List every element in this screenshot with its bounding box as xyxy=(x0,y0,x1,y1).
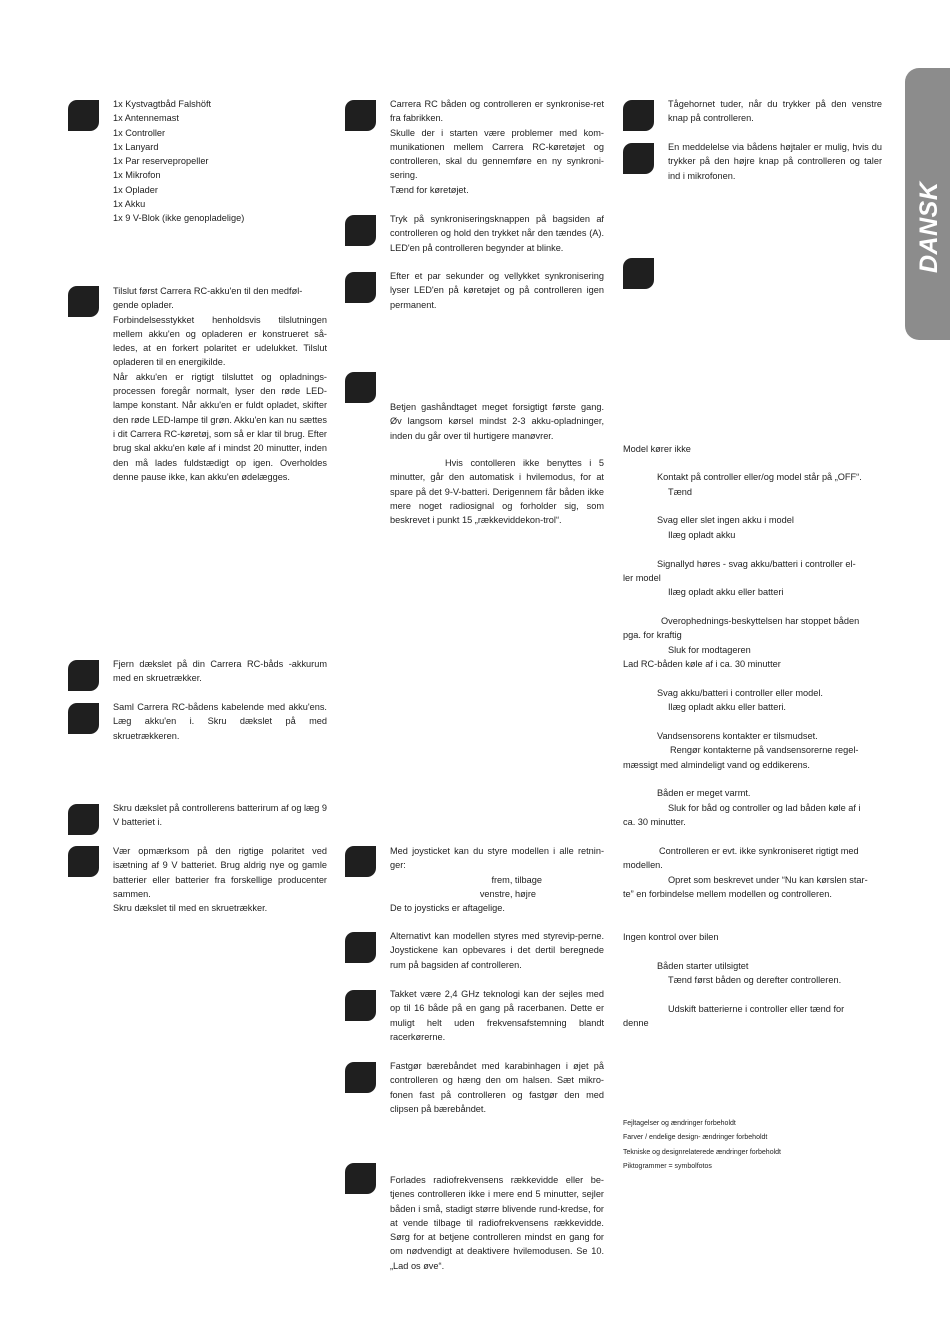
solution-6: Rengør kontakterne på vandsensorerne regel- xyxy=(670,745,859,755)
step-marker xyxy=(345,215,376,246)
throttle-text: Betjen gashåndtaget meget forsigtigt første gang. Øv langsom kørsel mindst 2-3 akku-opladninger, inden du går over til hurtigere manøvrer. xyxy=(390,402,604,441)
problem-8-cont: modellen. xyxy=(623,860,663,870)
step-marker xyxy=(68,846,99,877)
step-marker xyxy=(68,804,99,835)
disclaimer-line-2: Farver / endelige design- ændringer forbeholdt xyxy=(623,1134,768,1141)
problem-6: Vandsensorens kontakter er tilsmudset. xyxy=(657,731,818,741)
step-marker xyxy=(345,272,376,303)
solution-7-cont: ca. 30 minutter. xyxy=(623,817,686,827)
problem-1: Kontakt på controller eller/og model står på „OFF“. xyxy=(657,472,862,482)
control-solution-2: Udskift batterierne i controller eller tænd for xyxy=(668,1004,845,1014)
solution-6-cont: mæssigt med almindeligt vand og eddikerens. xyxy=(623,760,810,770)
step-marker xyxy=(68,703,99,734)
solution-4-cont: Lad RC-båden køle af i ca. 30 minutter xyxy=(623,659,781,669)
step-marker xyxy=(623,258,654,289)
joystick-directions-2: venstre, højre xyxy=(479,889,536,899)
package-contents: 1x Kystvagtbåd Falshöft 1x Antennemast 1x Controller 1x Lanyard 1x Par reservepropeller 1x Mikrofon 1x Oplader 1x Akku 1x 9 V-Blok (ikke genopladelige) xyxy=(113,99,245,224)
solution-5: Ilæg opladt akku eller batteri. xyxy=(668,702,786,712)
solution-8-cont: te” en forbindelse mellem modellen og controlleren. xyxy=(623,889,832,899)
charging-instructions: Tilslut først Carrera RC-akku'en til den medføl- gende oplader. Forbindelsesstykket henholdsvis tilslutningen mellem akku'en og opladeren er konstrueret så-ledes, at en forkert polaritet er udelukket. Tilslut opladeren til en energikilde. Når akku'en er rigtigt tilsluttet og opladnings-processen foregår normalt, lyser den røde LED-lampe konstant. Når akku'en er fuldt opladet, skifter den røde LED-lampe til grøn. Akku'en kan nu sættes i dit Carrera RC-køretøj, som så er klar til brug. Efter brug skal akku'en køle af i mindst 20 minutter, inden den må lades fuldstædigt op igen. Overholdes denne pause ikke, kan akku'en ødelægges. xyxy=(113,286,327,482)
polarity-warning: Vær opmærksom på den rigtige polaritet ved isætning af 9 V batteriet. Brug aldrig nye og gamle batterier eller batterier fra forskellige producenter sammen. Skru dækslet til med en skruetrækker. xyxy=(113,846,327,914)
step-marker xyxy=(623,143,654,174)
solution-7: Sluk for båd og controller og lad båden køle af i xyxy=(668,803,861,813)
disclaimer-line-3: Tekniske og designrelaterede ændringer forbeholdt xyxy=(623,1149,781,1156)
problem-4-cont: pga. for kraftig xyxy=(623,630,682,640)
range-text: Forlades radiofrekvensens rækkevidde eller be-tjenes controlleren ikke i mere end 5 minutter, sejler båden i små, stadigt større blivende rund-kredse, for at vende tilbage til radiofrekvensens rækkevidde. Sørg for at betjene controlleren mindst en gang for om nødvendigt at deaktivere hvilemodusen. Se 10. „Lad os øve“. xyxy=(390,1175,604,1271)
step-marker xyxy=(68,286,99,317)
control-solution-1: Tænd først båden og derefter controlleren. xyxy=(668,975,842,985)
problem-3-cont: ler model xyxy=(623,573,661,583)
solution-8: Opret som beskrevet under “Nu kan kørslen star- xyxy=(668,875,868,885)
sleep-mode-text: Hvis contolleren ikke benyttes i 5 minutter, går den automatisk i hvilemodus, for at spare på det 9-V-batteri. Derigennem får båden ikke mere noget radiosignal og forholder sig, som beskrevet i punkt 15 „rækkeviddekon-trol“. xyxy=(390,458,604,526)
problem-5: Svag akku/batteri i controller eller model. xyxy=(657,688,823,698)
control-problem-1: Båden starter utilsigtet xyxy=(657,961,749,971)
horn-text: Tågehornet tuder, når du trykker på den venstre knap på controlleren. xyxy=(668,99,882,124)
solution-1: Tænd xyxy=(668,487,693,497)
step-marker xyxy=(345,846,376,877)
joystick-alt-text: Alternativt kan modellen styres med styrevip-perne. Joystickene kan opbevares i det dertil beregnede rum på bagsiden af controlleren. xyxy=(390,931,604,970)
joystick-detach-text: De to joysticks er aftagelige. xyxy=(390,903,505,913)
control-solution-2-cont: denne xyxy=(623,1018,649,1028)
problem-3: Signallyd høres - svag akku/batteri i controller el- xyxy=(657,559,856,569)
step-marker xyxy=(345,372,376,403)
step-marker xyxy=(68,660,99,691)
speaker-text: En meddelelse via bådens højtaler er mulig, hvis du trykker på den højre knap på controlleren og taler ind i mikrofonen. xyxy=(668,142,882,181)
step-marker xyxy=(345,990,376,1021)
battery-cover-text: Skru dækslet på controllerens batterirum af og læg 9 V batteriet i. xyxy=(113,803,327,828)
joystick-directions-1: frem, tilbage xyxy=(491,875,542,885)
step-marker xyxy=(345,100,376,131)
problem-8: Controlleren er evt. ikke synkroniseret rigtigt med xyxy=(659,846,859,856)
disclaimer-line-4: Piktogrammer = symbolfotos xyxy=(623,1163,712,1170)
solution-4: Sluk for modtageren xyxy=(668,645,751,655)
step-marker xyxy=(68,100,99,131)
control-heading: Ingen kontrol over bilen xyxy=(623,932,719,942)
sync-done-text: Efter et par sekunder og vellykket synkronisering lyser LED'en på køretøjet og på controlleren igen permanent. xyxy=(390,271,604,310)
remove-cover-text: Fjern dækslet på din Carrera RC-båds -akkurum med en skruetrækker. xyxy=(113,659,327,684)
language-tab-label: DANSK xyxy=(915,181,943,273)
troubleshooting-heading: Model kører ikke xyxy=(623,444,691,454)
step-marker xyxy=(345,1062,376,1093)
ghz-text: Takket være 2,4 GHz teknologi kan der sejles med op til 16 både på en gang på racerbanen. Dette er muligt helt uden frekvensafstemning blandt racerkørerne. xyxy=(390,989,604,1042)
problem-7: Båden er meget varmt. xyxy=(657,788,751,798)
language-tab xyxy=(905,68,950,340)
sync-button-text: Tryk på synkroniseringsknappen på bagsiden af controlleren og hold den trykket når den tændes (A). LED'en på controlleren begynder at blinke. xyxy=(390,214,604,253)
step-marker xyxy=(345,1163,376,1194)
step-marker xyxy=(345,932,376,963)
problem-2: Svag eller slet ingen akku i model xyxy=(657,515,794,525)
step-marker xyxy=(623,100,654,131)
sync-intro: Carrera RC båden og controlleren er synkronise-ret fra fabrikken. Skulle der i starten være problemer med kom-munikationen mellem Carrera RC-køretøjet og controlleren, skal du gennemføre en ny synkroni-sering. Tænd for køretøjet. xyxy=(390,99,604,195)
lanyard-text: Fastgør bærebåndet med karabinhagen i øjet på controlleren og hæng den om halsen. Sæt mikro-fonen fast på controlleren og fastgør den med clipsen på bærebåndet. xyxy=(390,1061,604,1114)
connect-akku-text: Saml Carrera RC-bådens kabelende med akku'ens. Læg akku'en i. Skru dækslet på med skruetrækkeren. xyxy=(113,702,327,741)
joystick-intro: Med joysticket kan du styre modellen i alle retnin-ger: xyxy=(390,846,604,871)
solution-3: Ilæg opladt akku eller batteri xyxy=(668,587,784,597)
problem-4: Overophednings-beskyttelsen har stoppet båden xyxy=(661,616,860,626)
disclaimer-line-1: Fejltagelser og ændringer forbeholdt xyxy=(623,1120,736,1127)
solution-2: Ilæg opladt akku xyxy=(668,530,736,540)
